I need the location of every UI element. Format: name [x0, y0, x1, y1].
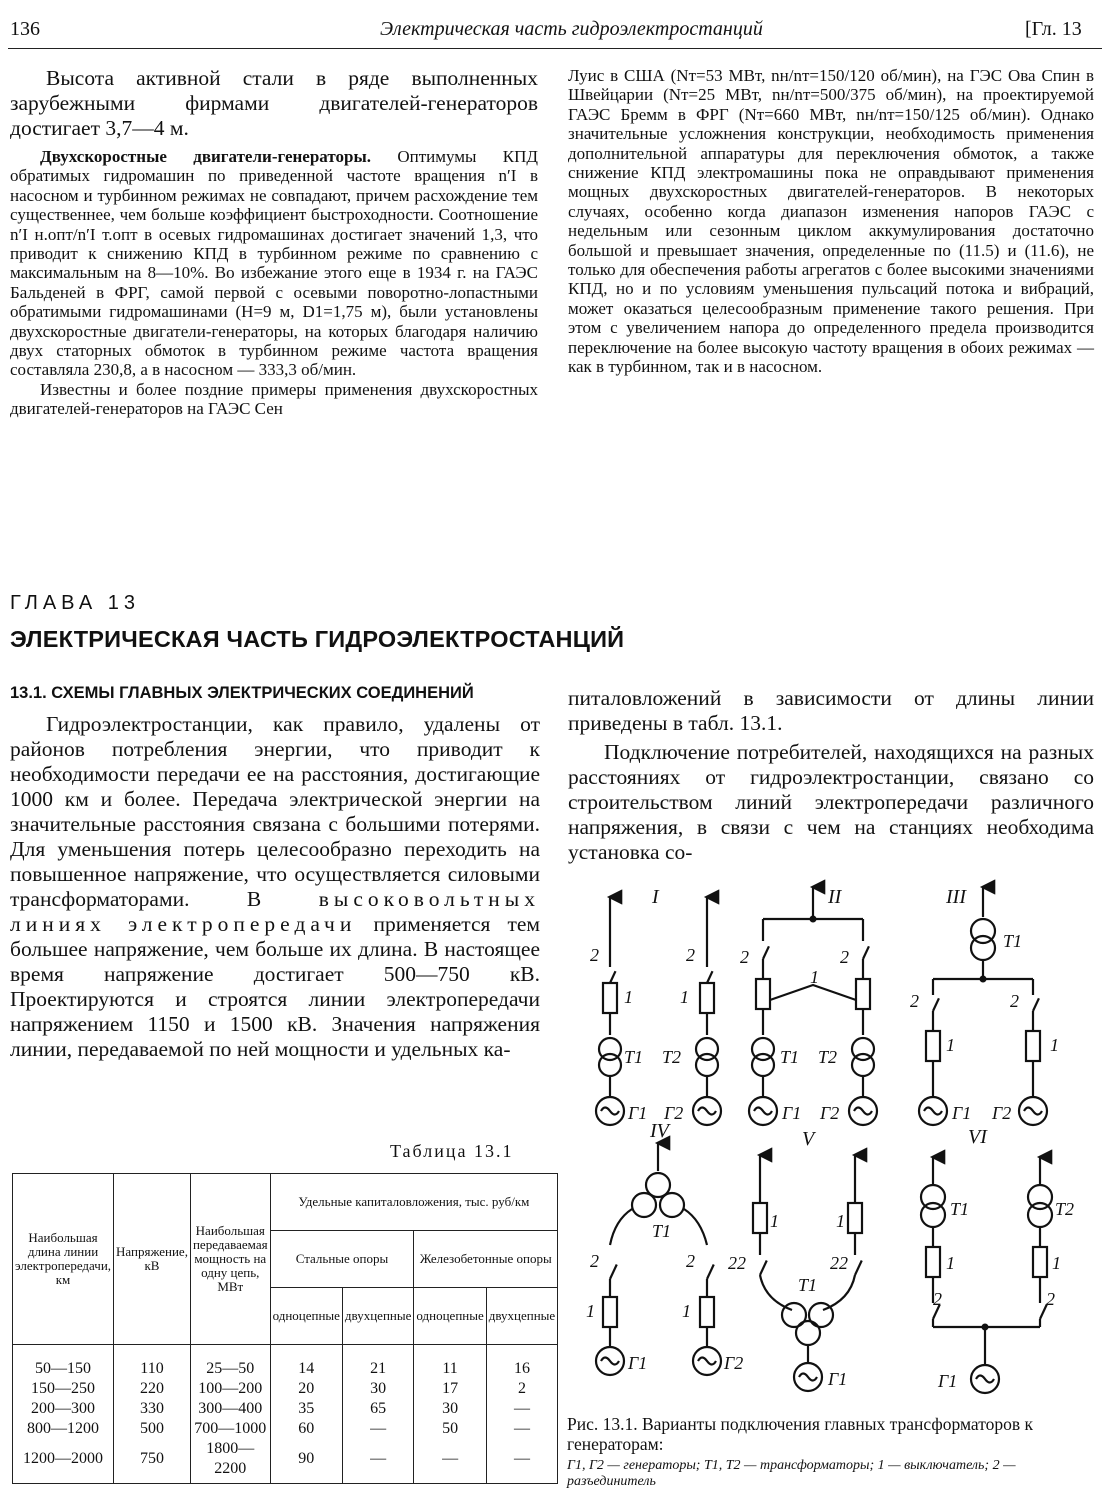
cell: — — [342, 1439, 413, 1484]
generator-label: Г1 — [828, 1369, 848, 1389]
disconnector-label: 2 — [686, 945, 695, 965]
generator-label: Г1 — [782, 1103, 802, 1123]
transformer-label: Т1 — [1003, 931, 1023, 951]
cell: 2 — [486, 1379, 557, 1399]
header-single: одноцепные — [270, 1288, 342, 1345]
variant-ii-diagram — [749, 887, 877, 1125]
section-title: 13.1. СХЕМЫ ГЛАВНЫХ ЭЛЕКТРИЧЕСКИХ СОЕДИНЕНИЙ — [10, 684, 474, 702]
transformer-label: Т1 — [624, 1047, 644, 1067]
cell: 16 — [486, 1345, 557, 1380]
run-in-heading: Двухскоростные двигатели-генераторы. — [40, 147, 371, 166]
generator-label: Г2 — [664, 1103, 684, 1123]
cell: 100—200 — [190, 1379, 270, 1399]
disconnector-label: 2 — [686, 1251, 695, 1271]
cell: — — [486, 1439, 557, 1484]
cell: 110 — [114, 1345, 191, 1380]
paragraph — [10, 147, 538, 380]
cell: 200—300 — [13, 1399, 114, 1419]
cell: — — [414, 1439, 486, 1484]
cell: 60 — [270, 1419, 342, 1439]
paragraph-text: Оптимумы КПД обратимых гидромашин по приведенной частоте вращения n′I в насосном и турбинном режимах не совпадают, причем расхождение тем существеннее, чем больше коэффициент быстроходности. Соотношение n′I н.опт/n′I т.опт в осевых гидромашинах достигает значений 1,3, что приводит к снижению КПД в турбинном режиме по сравнению с максимальным на 8—10%. Во избежание этого еще в 1934 г. на ГАЭС Бальденей в ФРГ, самой первой с осевыми поворотно-лопастными обратимыми гидромашинами (H=9 м, D1=1,75 м), были установлены двухскоростные двигатели-генераторы, на которых благодаря наличию двух статорных обмоток в турбинном режиме частота вращения составляла 230,8, а в насосном — 333,3 об/мин. — [10, 147, 538, 380]
cell: 35 — [270, 1399, 342, 1419]
cell: 50 — [414, 1419, 486, 1439]
transformer-label: Т1 — [780, 1047, 800, 1067]
page-number: 136 — [10, 18, 40, 40]
paragraph: питаловложений в зависимости от длины линии приведены в табл. 13.1. — [568, 686, 1094, 735]
table-row — [13, 1379, 558, 1399]
paragraph — [10, 712, 540, 1062]
disconnector-label: 2 — [910, 991, 919, 1011]
running-title: Электрическая часть гидроэлектростанций — [380, 18, 763, 40]
variant-iii-diagram — [919, 887, 1047, 1125]
transformer-label: Т1 — [950, 1199, 970, 1219]
header-voltage: Напряжение, кВ — [114, 1174, 191, 1345]
header-double: двухцепные — [342, 1288, 413, 1345]
paragraph: Подключение потребителей, находящихся на разных расстояниях от гидроэлектростанции, связано со строительством линий электропередачи различного напряжения, в связи с чем на станциях необходима установка со- — [568, 740, 1094, 864]
variant-iv-diagram — [596, 1143, 721, 1375]
transformer-label: Т1 — [798, 1275, 818, 1295]
cell: 220 — [114, 1379, 191, 1399]
paragraph-text: применяется тем большее напряжение, чем больше их длина. В настоящее время напряжение достигает 500—750 кВ. Проектируются и строятся линии электропередачи напряжением 1150 и 1500 кВ. Значения напряжения линии, передаваемой по ней мощности и удельных ка- — [10, 912, 540, 1061]
cell: 800—1200 — [13, 1419, 114, 1439]
disconnector-label: 2 — [840, 947, 849, 967]
cell: — — [486, 1419, 557, 1439]
breaker-label: 1 — [586, 1301, 595, 1321]
breaker-label: 1 — [1052, 1253, 1061, 1273]
variant-v-diagram — [753, 1155, 862, 1391]
cell: 17 — [414, 1379, 486, 1399]
header-length: Наибольшая длина линии электропередачи, км — [13, 1174, 114, 1345]
breaker-label: 1 — [1050, 1035, 1059, 1055]
cell: — — [486, 1399, 557, 1419]
disconnector-label: 2 — [740, 947, 749, 967]
variant-label: III — [946, 886, 966, 908]
cell: 90 — [270, 1439, 342, 1484]
disconnector-label: 2 — [590, 1251, 599, 1271]
cell: 11 — [414, 1345, 486, 1380]
variant-label: II — [828, 886, 842, 908]
cell: 330 — [114, 1399, 191, 1419]
variant-label: I — [652, 886, 659, 908]
disconnector-label: 2 — [933, 1289, 942, 1309]
transformer-label: Т2 — [1055, 1199, 1075, 1219]
disconnector-label: 22 — [830, 1253, 848, 1273]
figure-caption: Рис. 13.1. Варианты подключения главных трансформаторов к генераторам: — [567, 1414, 1034, 1454]
paragraph-text: Гидроэлектростанции, как правило, удалены от районов потребления энергии, что приводит к необходимости передачи ее на расстояния, достигающие 1000 км и более. Передача электрической энергии на значительные расстояния связана с большими потерями. Для уменьшения потерь целесообразно переходить на повышенное напряжение, что осуществляется силовыми трансформаторами. В — [10, 712, 540, 911]
breaker-label: 1 — [680, 987, 689, 1007]
table-row — [13, 1345, 558, 1380]
generator-label: Г1 — [938, 1371, 958, 1391]
disconnector-label: 2 — [1010, 991, 1019, 1011]
chapter-reference: [Гл. 13 — [1025, 18, 1082, 40]
generator-label: Г2 — [992, 1103, 1012, 1123]
chapter-label: ГЛАВА 13 — [10, 592, 140, 614]
transformer-label: Т2 — [818, 1047, 838, 1067]
cell: 20 — [270, 1379, 342, 1399]
disconnector-label: 22 — [728, 1253, 746, 1273]
bottom-right-column — [568, 686, 1094, 865]
paragraph: Высота активной стали в ряде выполненных зарубежными фирмами двигателей-генераторов достигает 3,7—4 м. — [10, 66, 538, 140]
breaker-label: 1 — [946, 1253, 955, 1273]
table-caption: Таблица 13.1 — [390, 1141, 514, 1161]
header-double: двухцепные — [486, 1288, 557, 1345]
cell: 1200—2000 — [13, 1439, 114, 1484]
cell: 14 — [270, 1345, 342, 1380]
cell: 1800—2200 — [190, 1439, 270, 1484]
table-row — [13, 1439, 558, 1484]
spaced-emphasis: высоковольтных линиях электропередачи — [10, 887, 540, 936]
transformer-label: Т2 — [662, 1047, 682, 1067]
header-steel: Стальные опоры — [270, 1231, 414, 1288]
top-left-column — [10, 66, 538, 419]
cell: 750 — [114, 1439, 191, 1484]
paragraph: Луис в США (Nт=53 МВт, nн/nт=150/120 об/мин), на ГЭС Ова Спин в Швейцарии (Nт=25 МВт, nн/nт=500/375 об/мин), на проектируемой ГАЭС Бремм в ФРГ (Nт=660 МВт, nн/nт=150/125 об/мин). Однако значительные усложнения конструкции, необходимость применения дополнительной аппаратуры для переключения обмоток, а также снижение КПД электромашины пока не оправдывают применения мощных двухскоростных двигателей-генераторов. В некоторых случаях, особенно когда диапазон изменения напоров ГАЭС с недельным или сезонным циклом аккумулирования достаточно большой и превышает значения, определенные по (11.5) и (11.6), не только для обеспечения работы агрегатов с более высокими значениями КПД, но и по условиям уменьшения пульсаций потока и вибраций, может оказаться целесообразным применение такого решения. При этом с увеличением напора до определенного предела производится переключение на более высокую частоту вращения в обоих режимах — как в турбинном, так и в насосном. — [568, 66, 1094, 377]
breaker-label: 1 — [946, 1035, 955, 1055]
data-table — [12, 1173, 558, 1484]
connection-diagram — [570, 875, 1100, 1410]
cell: — — [342, 1419, 413, 1439]
generator-label: Г2 — [820, 1103, 840, 1123]
breaker-label: 1 — [624, 987, 633, 1007]
header-single: одноцепные — [414, 1288, 486, 1345]
cell: 700—1000 — [190, 1419, 270, 1439]
transformer-label: Т1 — [652, 1221, 672, 1241]
cell: 30 — [342, 1379, 413, 1399]
breaker-label: 1 — [770, 1211, 779, 1231]
header-rule — [8, 48, 1102, 49]
top-right-column — [568, 66, 1094, 377]
header-capex: Удельные капиталовложения, тыс. руб/км — [270, 1174, 558, 1231]
variant-label: V — [802, 1128, 815, 1150]
variant-label: VI — [968, 1126, 987, 1148]
disconnector-label: 2 — [1046, 1289, 1055, 1309]
cell: 65 — [342, 1399, 413, 1419]
generator-label: Г1 — [628, 1103, 648, 1123]
disconnector-label: 2 — [590, 945, 599, 965]
table-row — [13, 1399, 558, 1419]
variant-label: IV — [650, 1120, 669, 1142]
table-row — [13, 1419, 558, 1439]
cell: 150—250 — [13, 1379, 114, 1399]
cell: 50—150 — [13, 1345, 114, 1380]
header-concrete: Железобетонные опоры — [414, 1231, 558, 1288]
generator-label: Г1 — [628, 1353, 648, 1373]
figure-legend: Г1, Г2 — генераторы; Т1, Т2 — трансформаторы; 1 — выключатель; 2 — разъединитель — [567, 1458, 1016, 1489]
variant-i-diagram — [596, 897, 721, 1125]
generator-label: Г2 — [724, 1353, 744, 1373]
cell: 21 — [342, 1345, 413, 1380]
cell: 25—50 — [190, 1345, 270, 1380]
generator-label: Г1 — [952, 1103, 972, 1123]
cell: 500 — [114, 1419, 191, 1439]
bottom-left-column — [10, 712, 540, 1062]
header-power: Наибольшая передаваемая мощность на одну цепь, МВт — [190, 1174, 270, 1345]
chapter-title: ЭЛЕКТРИЧЕСКАЯ ЧАСТЬ ГИДРОЭЛЕКТРОСТАНЦИЙ — [10, 626, 625, 652]
cell: 30 — [414, 1399, 486, 1419]
cell: 300—400 — [190, 1399, 270, 1419]
variant-vi-diagram — [921, 1157, 1052, 1393]
paragraph: Известны и более поздние примеры применения двухскоростных двигателей-генераторов на ГАЭС Сен — [10, 379, 538, 419]
breaker-label: 1 — [810, 967, 819, 987]
breaker-label: 1 — [682, 1301, 691, 1321]
breaker-label: 1 — [836, 1211, 845, 1231]
